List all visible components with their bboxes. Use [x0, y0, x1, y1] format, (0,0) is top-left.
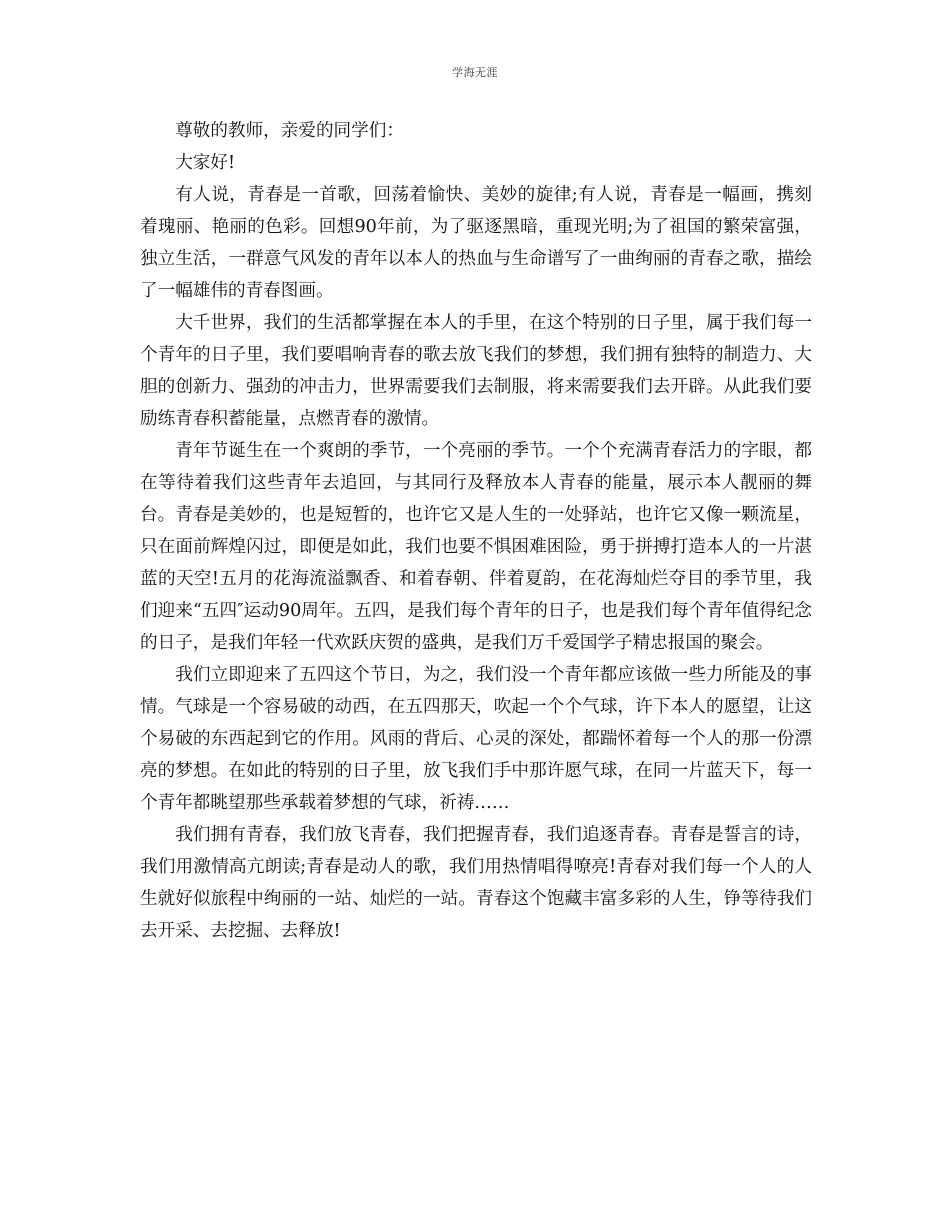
- document-body: [140, 115, 812, 947]
- paragraph: 青年节诞生在一个爽朗的季节，一个亮丽的季节。一个个充满青春活力的字眼，都在等待着我们这些青年去追回，与其同行及释放本人青春的能量，展示本人靓丽的舞台。青春是美妙的，也是短暂的，也许它又是人生的一处驿站，也许它又像一颗流星，只在面前辉煌闪过，即便是如此，我们也要不惧困难困险，勇于拼搏打造本人的一片湛蓝的天空!五月的花海流溢飘香、和着春朝、伴着夏韵，在花海灿烂夺目的季节里，我们迎来“五四″运动90周年。五四，是我们每个青年的日子，也是我们每个青年值得纪念的日子，是我们年轻一代欢跃庆贺的盛典，是我们万千爱国学子精忠报国的聚会。: [140, 441, 812, 653]
- greeting: 大家好!: [175, 153, 236, 173]
- paragraph: 大千世界，我们的生活都掌握在本人的手里，在这个特别的日子里，属于我们每一个青年的日子里，我们要唱响青春的歌去放飞我们的梦想，我们拥有独特的制造力、大胆的创新力、强劲的冲击力，世界需要我们去制服，将来需要我们去开辟。从此我们要励练青春积蓄能量，点燃青春的激情。: [140, 313, 812, 429]
- paragraph: 我们拥有青春，我们放飞青春，我们把握青春，我们追逐青春。青春是誓言的诗，我们用激情高亢朗读;青春是动人的歌，我们用热情唱得嘹亮!青春对我们每一个人的人生就好似旅程中绚丽的一站、灿烂的一站。青春这个饱藏丰富多彩的人生，铮等待我们去开采、去挖掘、去释放!: [140, 825, 812, 941]
- paragraph: 我们立即迎来了五四这个节日，为之，我们没一个青年都应该做一些力所能及的事情。气球是一个容易破的动西，在五四那天，吹起一个个气球，许下本人的愿望，让这个易破的东西起到它的作用。风雨的背后、心灵的深处，都踹怀着每一个人的那一份漂亮的梦想。在如此的特别的日子里，放飞我们手中那许愿气球，在同一片蓝天下，每一个青年都眺望那些承载着梦想的气球，祈祷……: [140, 665, 812, 813]
- salutation: 尊敬的教师，亲爱的同学们：: [175, 121, 404, 141]
- page-header: 学海无涯: [452, 66, 498, 79]
- paragraph: 有人说，青春是一首歌，回荡着愉快、美妙的旋律;有人说，青春是一幅画，携刻着瑰丽、艳丽的色彩。回想90年前，为了驱逐黑暗，重现光明;为了祖国的繁荣富强，独立生活，一群意气风发的青年以本人的热血与生命谱写了一曲绚丽的青春之歌，描绘了一幅雄伟的青春图画。: [140, 185, 812, 301]
